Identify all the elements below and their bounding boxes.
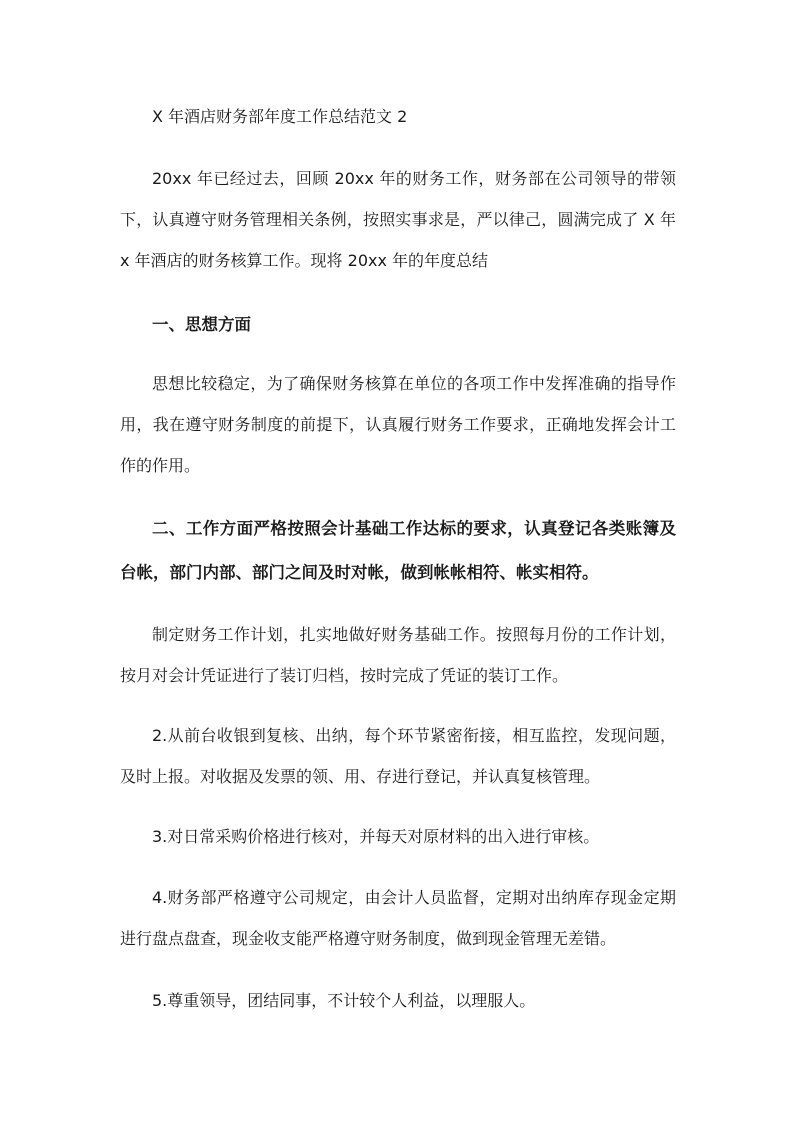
- document-title: X 年酒店财务部年度工作总结范文 2: [152, 107, 408, 126]
- work-item-1: 制定财务工作计划，扎实地做好财务基础工作。按照每月份的工作计划，按月对会计凭证进行了装订归档，按时完成了凭证的装订工作。: [120, 625, 676, 685]
- intro-paragraph: 20xx 年已经过去，回顾 20xx 年的财务工作，财务部在公司领导的带领下，认真遵守财务管理相关条例，按照实事求是，严以律己，圆满完成了 X 年 x 年酒店的财务核算工作。现将 20xx 年的年度总结: [120, 169, 676, 270]
- work-item-5: 5.尊重领导，团结同事，不计较个人利益，以理服人。: [152, 991, 536, 1010]
- work-item-2: 2.从前台收银到复核、出纳，每个环节紧密衔接，相互监控，发现问题，及时上报。对收据及发票的领、用、存进行登记，并认真复核管理。: [120, 726, 676, 786]
- work-item-4: 4.财务部严格遵守公司规定，由会计人员监督，定期对出纳库存现金定期进行盘点盘查，现金收支能严格遵守财务制度，做到现金管理无差错。: [120, 888, 676, 948]
- work-item-3: 3.对日常采购价格进行核对，并每天对原材料的出入进行审核。: [152, 827, 600, 846]
- section-heading-thought: 一、思想方面: [152, 315, 251, 334]
- section-heading-work: 二、工作方面严格按照会计基础工作达标的要求，认真登记各类账簿及台帐，部门内部、部门之间及时对帐，做到帐帐相符、帐实相符。: [120, 519, 676, 582]
- section-body-thought: 思想比较稳定，为了确保财务核算在单位的各项工作中发挥准确的指导作用，我在遵守财务制度的前提下，认真履行财务工作要求，正确地发挥会计工作的作用。: [120, 374, 676, 475]
